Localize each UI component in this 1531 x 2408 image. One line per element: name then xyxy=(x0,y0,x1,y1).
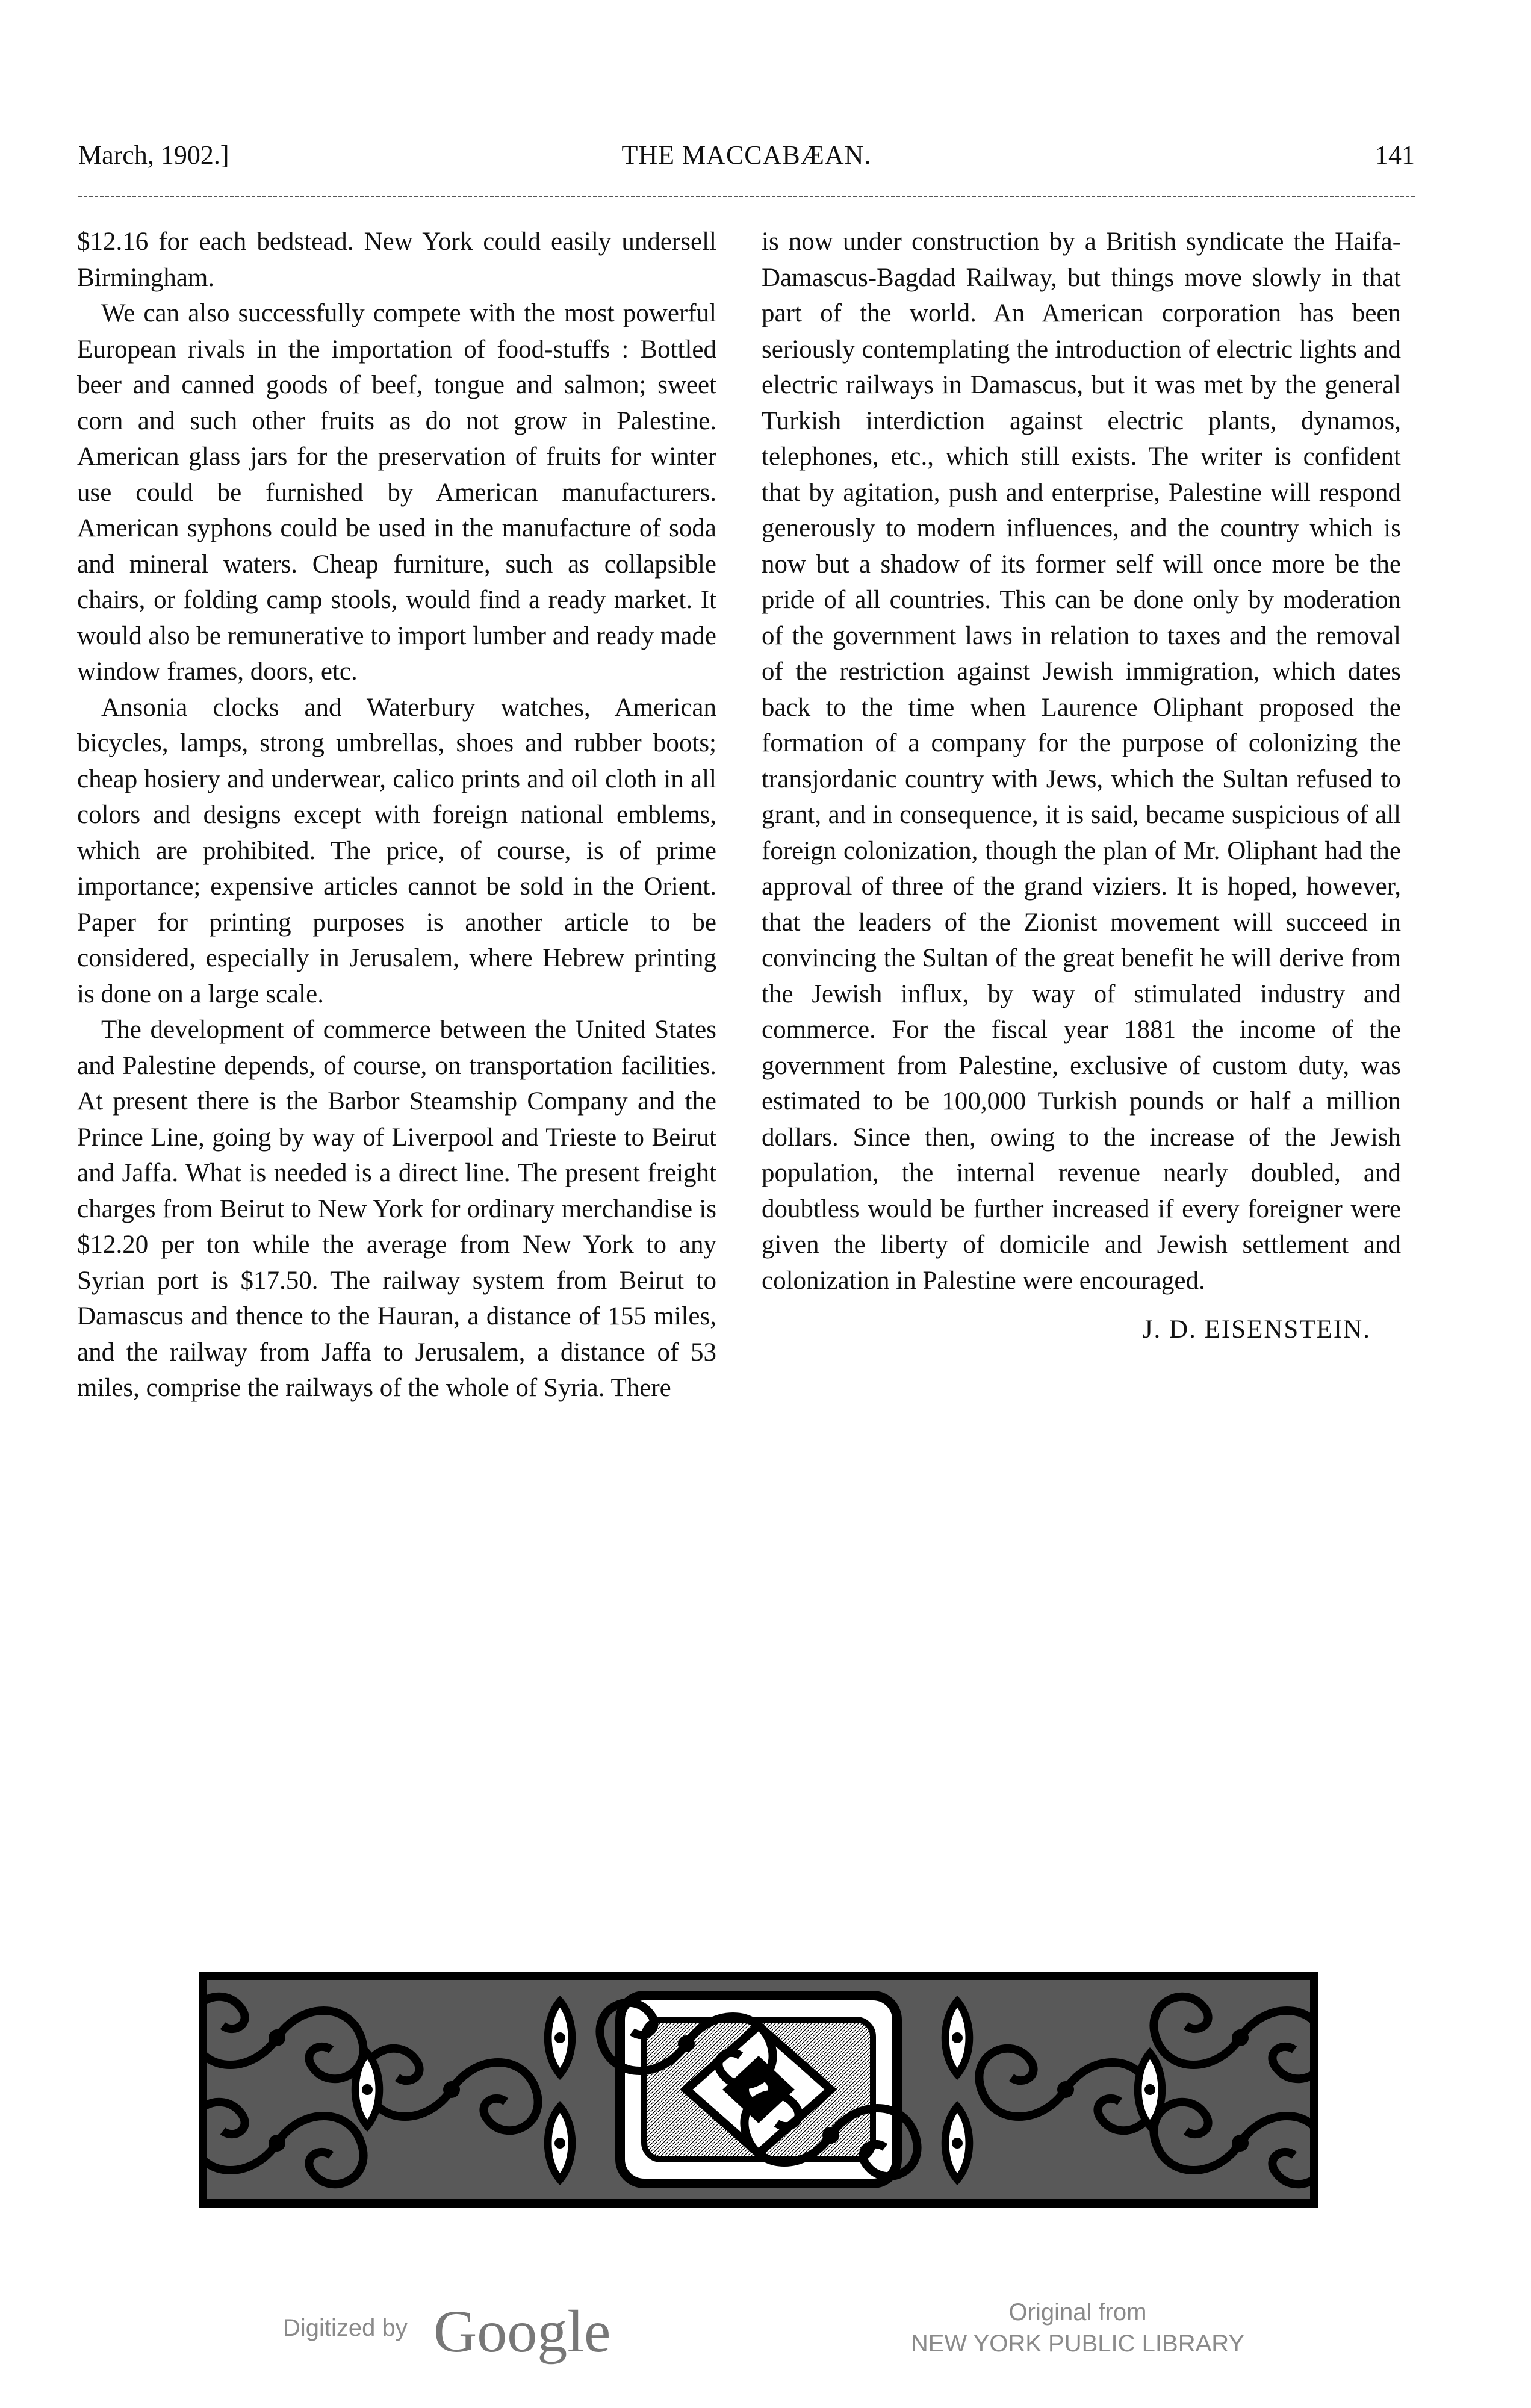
library-credit xyxy=(897,2297,1258,2359)
paragraph: Ansonia clocks and Waterbury watches, American bicycles, lamps, strong umbrellas, shoes and rubber boots; cheap hosiery and underwear, calico prints and oil cloth in all colors and designs except with foreign national emblems, which are prohibited. The price, of course, is of prime importance; expensive articles cannot be sold in the Orient. Paper for printing purposes is another article to be considered, especially in Jerusalem, where Hebrew printing is done on a large scale. xyxy=(77,693,716,1008)
decorative-tailpiece xyxy=(199,1972,1318,2208)
left-column xyxy=(77,224,716,1406)
digitized-by-label: Digitized by xyxy=(283,2315,408,2341)
author-signature: J. D. EISENSTEIN. xyxy=(1142,1315,1371,1344)
header-rule xyxy=(78,196,1415,197)
library-name: NEW YORK PUBLIC LIBRARY xyxy=(910,2330,1245,2357)
journal-title: THE MACCABÆAN. xyxy=(621,140,872,170)
paragraph: $12.16 for each bedstead. New York could easily undersell Birmingham. xyxy=(77,228,716,292)
issue-date: March, 1902.] xyxy=(78,140,229,170)
running-header xyxy=(78,140,1415,188)
paragraph: is now under construction by a British syndicate the Haifa-Damascus-Bagdad Railway, but things move slowly in that part of the world. An American corporation has been seriously contemplating the introduction of electric lights and electric railways in Damascus, but it was met by the general Turkish interdiction against electric plants, dynamos, telephones, etc., which still exists. The writer is confident that by agitation, push and enterprise, Palestine will respond generously to modern influences, and the country which is now but a shadow of its former self will once more be the pride of all countries. This can be done only by moderation of the government laws in relation to taxes and the removal of the restriction against Jewish immigration, which dates back to the time when Laurence Oliphant proposed the formation of a company for the purpose of colonizing the transjordanic country with Jews, which the Sultan refused to grant, and in consequence, it is said, became suspicious of all foreign colonization, though the plan of Mr. Oliphant had the approval of three of the grand viziers. It is hoped, however, that the leaders of the Zionist movement will succeed in convincing the Sultan of the great benefit he will derive from the Jewish influx, by way of stimulated industry and commerce. For the fiscal year 1881 the income of the government from Palestine, exclusive of custom duty, was estimated to be 100,000 Turkish pounds or half a million dollars. Since then, owing to the increase of the Jewish population, the internal revenue nearly doubled, and doubtless would be further increased if every foreigner were given the liberty of domicile and Jewish settlement and colonization in Palestine were encouraged. xyxy=(762,228,1401,1295)
right-column xyxy=(762,224,1401,1348)
google-logo: Google xyxy=(433,2298,611,2365)
page-number: 141 xyxy=(1375,140,1415,170)
original-from-label: Original from xyxy=(1008,2299,1147,2326)
paragraph: The development of commerce between the United States and Palestine depends, of course, on transportation facilities. At present there is the Barbor Steamship Company and the Prince Line, going by way of Liverpool and Trieste to Beirut and Jaffa. What is needed is a direct line. The present freight charges from Beirut to New York for ordinary merchandise is $12.20 per ton while the average from New York to any Syrian port is $17.50. The railway system from Beirut to Damascus and thence to the Hauran, a distance of 155 miles, and the railway from Jaffa to Jerusalem, a distance of 53 miles, comprise the railways of the whole of Syria. There xyxy=(77,1016,716,1402)
paragraph: We can also successfully compete with the most powerful European rivals in the importation of food-stuffs : Bottled beer and canned goods of beef, tongue and salmon; sweet corn and such other fruits as do not grow in Palestine. American glass jars for the preservation of fruits for winter use could be furnished by American manufacturers. American syphons could be used in the manufacture of soda and mineral waters. Cheap furniture, such as collapsible chairs, or folding camp stools, would find a ready market. It would also be remunerative to import lumber and ready made window frames, doors, etc. xyxy=(77,299,716,686)
